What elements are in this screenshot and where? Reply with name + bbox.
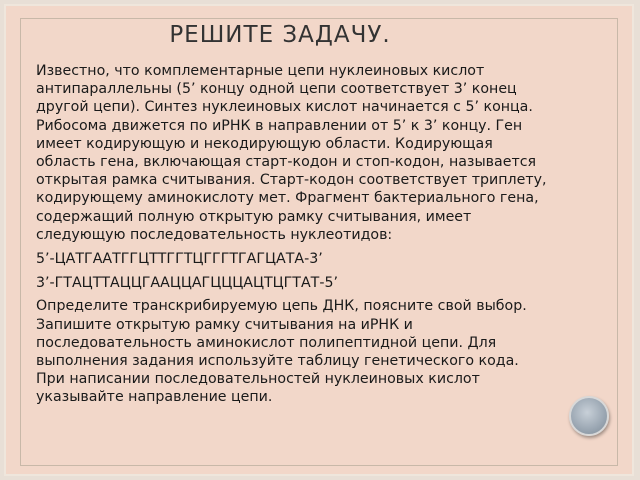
- slide-title: РЕШИТЕ ЗАДАЧУ.: [169, 22, 391, 48]
- next-slide-button[interactable]: [569, 396, 609, 436]
- task-instructions: Определите транскрибируемую цепь ДНК, поясните свой выбор. Запишите открытую рамку считывания на иРНК и последовательность аминокислот полипептидной цепи. Для выполнения задания используйте таблицу генетического кода. При написании последовательностей нуклеиновых кислот указывайте направление цепи.: [36, 298, 527, 406]
- slide-body: [36, 62, 550, 407]
- problem-text: Известно, что комплементарные цепи нуклеиновых кислот антипараллельны (5’ концу одной цепи соответствует 3’ конец другой цепи). Синтез нуклеиновых кислот начинается с 5’ конца. Рибосома движется по иРНК в направлении от 5’ к 3’ концу. Ген имеет кодирующую и некодирующую области. Кодирующая область гена, включающая старт-кодон и стоп-кодон, называется открытая рамка считывания. Старт-кодон соответствует триплету, кодирующему аминокислоту мет. Фрагмент бактериального гена, содержащий полную открытую рамку считывания, имеет следующую последовательность нуклеотидов:: [36, 63, 547, 243]
- dna-sequence-top-strand: 5’-ЦАТГААТГГЦТТГГТЦГГГТГАГЦАТА-3’: [36, 251, 323, 268]
- dna-sequence-bottom-strand: 3’-ГТАЦТТАЦЦГААЦЦАГЦЦЦАЦТЦГТАТ-5’: [36, 275, 339, 292]
